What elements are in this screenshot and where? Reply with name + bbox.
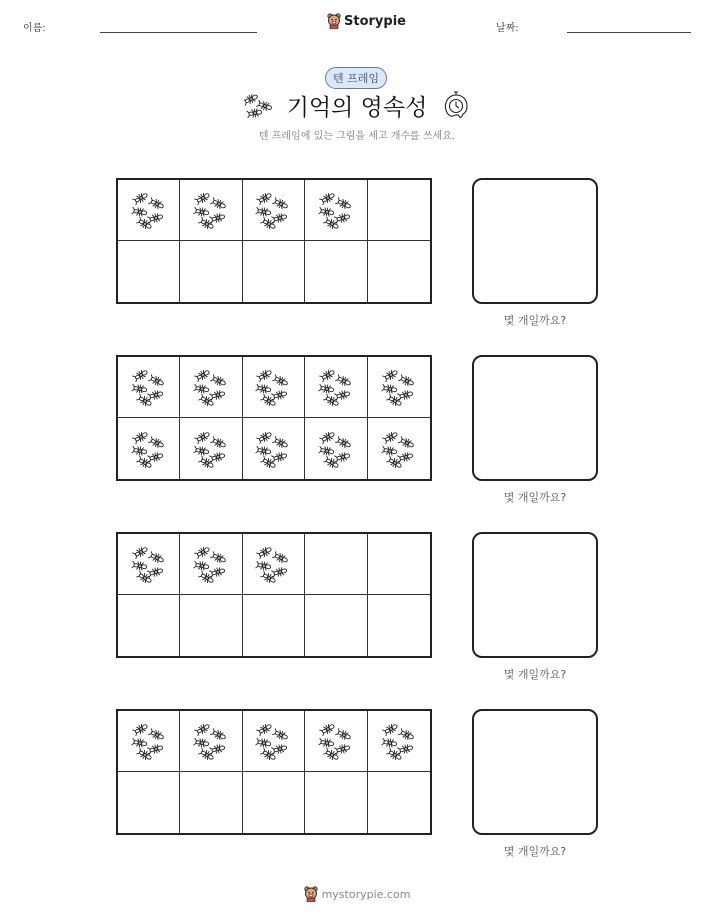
ten-frame-cell xyxy=(305,534,367,595)
ten-frame-cell xyxy=(118,241,180,302)
worksheet-title: 기억의 영속성 xyxy=(286,95,428,121)
ant-cluster-icon xyxy=(192,544,230,584)
ten-frame xyxy=(116,709,432,835)
ten-frame-cell xyxy=(305,418,367,479)
ten-frame-cell xyxy=(368,180,430,241)
ten-frame-cell xyxy=(368,595,430,656)
ten-frame-cell xyxy=(180,357,242,418)
ant-cluster-icon xyxy=(380,429,418,469)
ant-cluster-icon xyxy=(192,190,230,230)
ten-frame-cell xyxy=(305,772,367,833)
ten-frame-cell xyxy=(118,772,180,833)
ten-frame-cell xyxy=(368,418,430,479)
ten-frame-cell xyxy=(243,772,305,833)
ant-cluster-icon xyxy=(130,544,168,584)
ten-frame-cell xyxy=(305,241,367,302)
ant-cluster-icon xyxy=(130,721,168,761)
answer-box[interactable] xyxy=(472,532,598,658)
ten-frame-cell xyxy=(118,595,180,656)
ant-cluster-icon xyxy=(130,429,168,469)
ant-cluster-icon xyxy=(380,367,418,407)
question-text: 몇 개일까요? xyxy=(503,668,567,681)
melting-clock-icon xyxy=(443,89,469,121)
answer-box[interactable] xyxy=(472,355,598,481)
ten-frame-cell xyxy=(243,357,305,418)
footer-url: mystorypie.com xyxy=(321,887,411,901)
ten-frame-cell xyxy=(180,772,242,833)
date-label: 날짜: xyxy=(496,23,519,34)
ant-cluster-icon xyxy=(317,721,355,761)
ten-frame-cell xyxy=(180,711,242,772)
ten-frame-cell xyxy=(368,534,430,595)
ten-frame-cell xyxy=(243,595,305,656)
ten-frame-cell xyxy=(368,357,430,418)
ten-frame-cell xyxy=(180,241,242,302)
answer-box[interactable] xyxy=(472,709,598,835)
ten-frame-cell xyxy=(305,357,367,418)
ant-cluster-icon xyxy=(317,190,355,230)
ant-cluster-icon xyxy=(254,367,292,407)
ten-frame-cell xyxy=(243,241,305,302)
ten-frame-cell xyxy=(243,534,305,595)
topic-tag: 텐 프레임 xyxy=(325,67,387,89)
bear-icon xyxy=(327,13,341,29)
ten-frame-cell xyxy=(305,595,367,656)
ten-frame xyxy=(116,178,432,304)
ant-cluster-icon xyxy=(317,367,355,407)
ant-cluster-icon xyxy=(317,429,355,469)
ant-cluster-icon xyxy=(192,721,230,761)
ant-cluster-icon xyxy=(254,429,292,469)
ten-frame xyxy=(116,355,432,481)
ten-frame-cell xyxy=(118,180,180,241)
ten-frame-cell xyxy=(368,711,430,772)
date-write-line[interactable] xyxy=(567,32,691,33)
ten-frame-cell xyxy=(180,595,242,656)
ten-frame xyxy=(116,532,432,658)
ant-cluster-icon xyxy=(254,721,292,761)
ten-frame-cell xyxy=(118,534,180,595)
ant-cluster-icon xyxy=(254,190,292,230)
question-text: 몇 개일까요? xyxy=(503,845,567,858)
ant-cluster-icon xyxy=(380,721,418,761)
ant-cluster-icon xyxy=(130,190,168,230)
ten-frame-cell xyxy=(368,772,430,833)
ten-frame-cell xyxy=(305,711,367,772)
instruction-text: 텐 프레임에 있는 그림을 세고 개수를 쓰세요. xyxy=(258,131,456,142)
ant-cluster-icon xyxy=(192,367,230,407)
question-text: 몇 개일까요? xyxy=(503,314,567,327)
ten-frame-cell xyxy=(243,418,305,479)
name-write-line[interactable] xyxy=(100,32,257,33)
ten-frame-cell xyxy=(243,180,305,241)
ten-frame-cell xyxy=(118,711,180,772)
question-text: 몇 개일까요? xyxy=(503,491,567,504)
ten-frame-cell xyxy=(180,534,242,595)
logo-text: Storypie xyxy=(344,13,406,29)
ten-frame-cell xyxy=(243,711,305,772)
ten-frame-cell xyxy=(305,180,367,241)
ant-cluster-icon xyxy=(254,544,292,584)
footer xyxy=(0,886,714,902)
ten-frame-cell xyxy=(118,418,180,479)
bear-icon xyxy=(304,886,318,902)
ten-frame-cell xyxy=(180,418,242,479)
storypie-logo xyxy=(327,13,406,29)
answer-box[interactable] xyxy=(472,178,598,304)
ten-frame-cell xyxy=(180,180,242,241)
ten-frame-cell xyxy=(118,357,180,418)
ant-cluster-icon xyxy=(192,429,230,469)
ant-cluster-icon xyxy=(130,367,168,407)
ten-frame-cell xyxy=(368,241,430,302)
name-label: 이름: xyxy=(23,23,46,34)
